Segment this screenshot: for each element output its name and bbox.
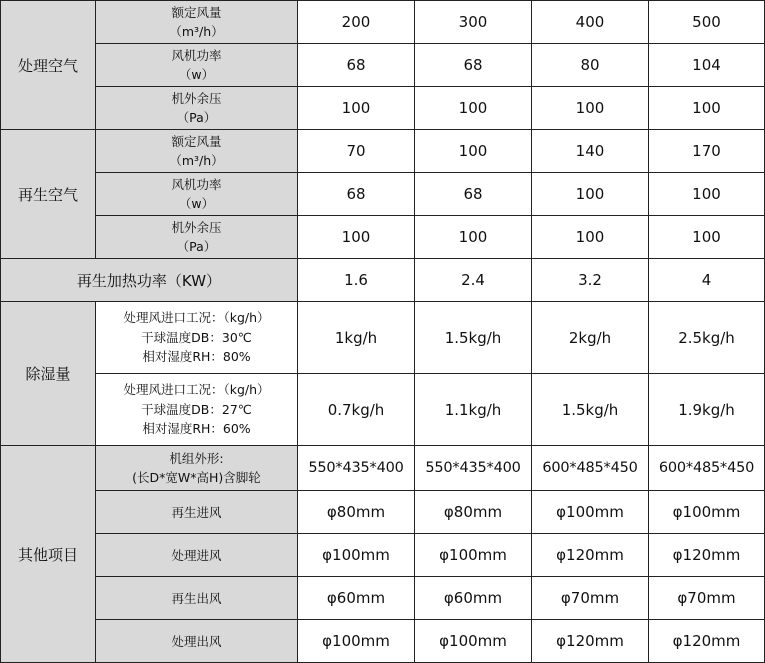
value-cell: 1.6 [298, 259, 415, 302]
value-cell: 600*485*450 [532, 446, 649, 491]
value-cell: 100 [415, 87, 532, 130]
table-row [1, 259, 765, 302]
value-cell: 500 [649, 1, 765, 44]
condition-cell: 处理风进口工况：（kg/h） 干球温度DB：30℃ 相对湿度RH：80% [96, 302, 298, 374]
value-cell: 2kg/h [532, 302, 649, 374]
table-row [1, 620, 765, 663]
value-cell: 100 [298, 216, 415, 259]
value-cell: 200 [298, 1, 415, 44]
table-row [1, 577, 765, 620]
value-cell: φ100mm [649, 491, 765, 534]
value-cell: φ100mm [298, 620, 415, 663]
value-cell: φ100mm [415, 534, 532, 577]
value-cell: φ70mm [649, 577, 765, 620]
group-label-process-air: 处理空气 [1, 1, 96, 130]
table-row [1, 130, 765, 173]
value-cell: 4 [649, 259, 765, 302]
value-cell: 170 [649, 130, 765, 173]
value-cell: 140 [532, 130, 649, 173]
table-row [1, 446, 765, 491]
value-cell: 2.5kg/h [649, 302, 765, 374]
group-label-other: 其他项目 [1, 446, 96, 663]
value-cell: 600*485*450 [649, 446, 765, 491]
value-cell: 70 [298, 130, 415, 173]
value-cell: 68 [298, 173, 415, 216]
value-cell: 100 [532, 87, 649, 130]
value-cell: 3.2 [532, 259, 649, 302]
value-cell: φ100mm [532, 491, 649, 534]
value-cell: 80 [532, 44, 649, 87]
value-cell: 300 [415, 1, 532, 44]
table-row [1, 44, 765, 87]
table-row [1, 1, 765, 44]
value-cell: φ70mm [532, 577, 649, 620]
table-row [1, 491, 765, 534]
value-cell: φ120mm [649, 534, 765, 577]
value-cell: 1.1kg/h [415, 374, 532, 446]
value-cell: φ100mm [298, 534, 415, 577]
value-cell: φ60mm [415, 577, 532, 620]
value-cell: 550*435*400 [298, 446, 415, 491]
table-row [1, 302, 765, 374]
value-cell: 1kg/h [298, 302, 415, 374]
value-cell: 550*435*400 [415, 446, 532, 491]
param-label: 风机功率 （w） [96, 44, 298, 87]
value-cell: 1.5kg/h [532, 374, 649, 446]
value-cell: φ80mm [415, 491, 532, 534]
value-cell: 100 [298, 87, 415, 130]
param-label: 额定风量 （m³/h） [96, 130, 298, 173]
param-label: 机外余压 （Pa） [96, 87, 298, 130]
value-cell: φ60mm [298, 577, 415, 620]
param-label: 处理进风 [96, 534, 298, 577]
table-row [1, 534, 765, 577]
value-cell: φ80mm [298, 491, 415, 534]
param-label: 额定风量 （m³/h） [96, 1, 298, 44]
param-label: 风机功率 （w） [96, 173, 298, 216]
table-row [1, 87, 765, 130]
value-cell: φ120mm [532, 534, 649, 577]
value-cell: 68 [415, 173, 532, 216]
value-cell: 100 [649, 173, 765, 216]
param-label: 再生进风 [96, 491, 298, 534]
value-cell: φ120mm [649, 620, 765, 663]
value-cell: 104 [649, 44, 765, 87]
value-cell: 1.9kg/h [649, 374, 765, 446]
value-cell: 2.4 [415, 259, 532, 302]
value-cell: φ100mm [415, 620, 532, 663]
value-cell: 400 [532, 1, 649, 44]
value-cell: 100 [415, 130, 532, 173]
condition-cell: 处理风进口工况：（kg/h） 干球温度DB：27℃ 相对湿度RH：60% [96, 374, 298, 446]
group-label-dehumidification: 除湿量 [1, 302, 96, 446]
param-label: 再生出风 [96, 577, 298, 620]
heating-power-label: 再生加热功率（KW） [1, 259, 298, 302]
param-label: 机组外形: (长D*宽W*高H)含脚轮 [96, 446, 298, 491]
value-cell: 68 [298, 44, 415, 87]
value-cell: 100 [532, 216, 649, 259]
value-cell: 100 [649, 216, 765, 259]
table-row [1, 374, 765, 446]
table-row [1, 173, 765, 216]
value-cell: φ120mm [532, 620, 649, 663]
value-cell: 100 [649, 87, 765, 130]
table-row [1, 216, 765, 259]
value-cell: 0.7kg/h [298, 374, 415, 446]
param-label: 机外余压 （Pa） [96, 216, 298, 259]
value-cell: 68 [415, 44, 532, 87]
value-cell: 1.5kg/h [415, 302, 532, 374]
group-label-regen-air: 再生空气 [1, 130, 96, 259]
value-cell: 100 [415, 216, 532, 259]
value-cell: 100 [532, 173, 649, 216]
param-label: 处理出风 [96, 620, 298, 663]
